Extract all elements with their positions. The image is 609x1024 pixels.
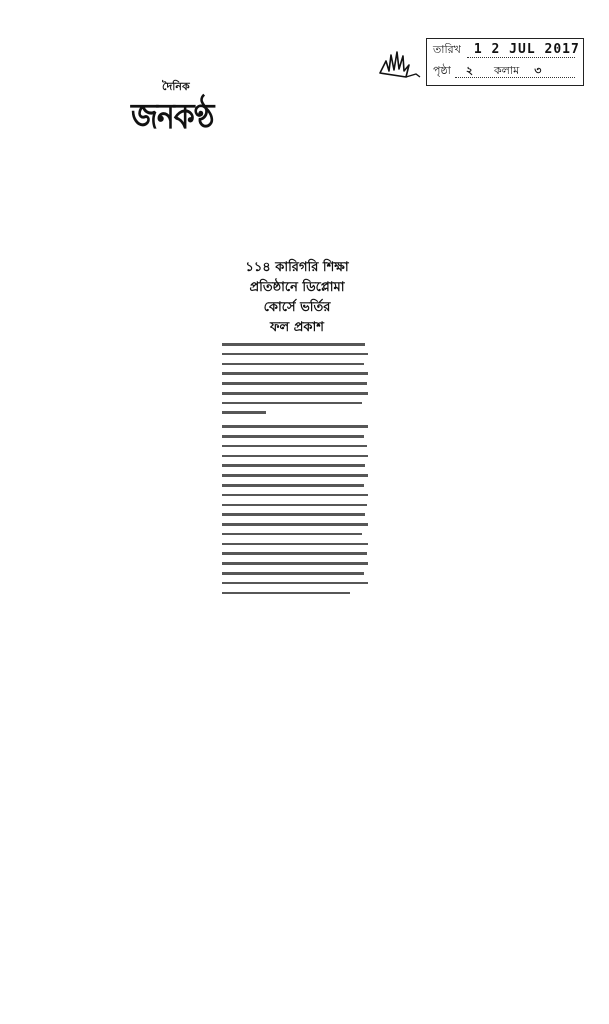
- body-text-line: [222, 411, 266, 414]
- body-text-line: [222, 562, 368, 565]
- stamp-date-row: [433, 44, 580, 56]
- body-text-line: [222, 582, 368, 585]
- stamp-date-label: তারিখ: [433, 43, 461, 56]
- stamp-page-value: ২: [465, 64, 473, 77]
- stamp-page-dotted-line: [455, 77, 575, 78]
- body-text-line: [222, 504, 367, 507]
- hand-pointing-icon: [376, 47, 422, 83]
- body-text-line: [222, 435, 364, 438]
- body-text-line: [222, 572, 364, 575]
- body-text-line: [222, 343, 365, 346]
- body-text-line: [222, 425, 368, 428]
- article-body: [222, 343, 368, 594]
- headline-line: কোর্সে ভর্তির: [263, 300, 331, 315]
- body-text-line: [222, 445, 367, 448]
- body-text-line: [222, 592, 350, 595]
- headline-line: প্রতিষ্ঠানে ডিপ্লোমা: [249, 280, 345, 295]
- stamp-column-label: কলাম: [493, 64, 520, 77]
- stamp-column-value: ৩: [534, 64, 542, 77]
- body-text-line: [222, 533, 362, 536]
- body-text-line: [222, 455, 368, 458]
- archive-stamp: [426, 38, 584, 86]
- body-text-line: [222, 523, 368, 526]
- masthead-prefix: দৈনিক: [162, 80, 190, 93]
- newspaper-masthead: জনকণ্ঠ: [131, 97, 214, 138]
- body-text-line: [222, 382, 367, 385]
- stamp-date-value: 1 2 JUL 2017: [473, 42, 580, 57]
- news-article: [222, 258, 372, 601]
- body-text-line: [222, 402, 362, 405]
- body-text-line: [222, 372, 368, 375]
- article-headline: [222, 258, 372, 338]
- body-text-line: [222, 484, 364, 487]
- body-text-line: [222, 392, 368, 395]
- body-text-line: [222, 363, 364, 366]
- body-text-line: [222, 464, 365, 467]
- stamp-page-row: [433, 65, 541, 77]
- body-text-line: [222, 543, 368, 546]
- body-text-line: [222, 552, 367, 555]
- body-text-line: [222, 513, 365, 516]
- body-text-line: [222, 474, 368, 477]
- headline-line: ১১৪ কারিগরি শিক্ষা: [245, 260, 349, 275]
- headline-line: ফল প্রকাশ: [270, 320, 324, 335]
- stamp-date-dotted-line: [467, 57, 575, 58]
- stamp-page-label: পৃষ্ঠা: [433, 64, 451, 77]
- body-text-line: [222, 353, 368, 356]
- body-text-line: [222, 494, 368, 497]
